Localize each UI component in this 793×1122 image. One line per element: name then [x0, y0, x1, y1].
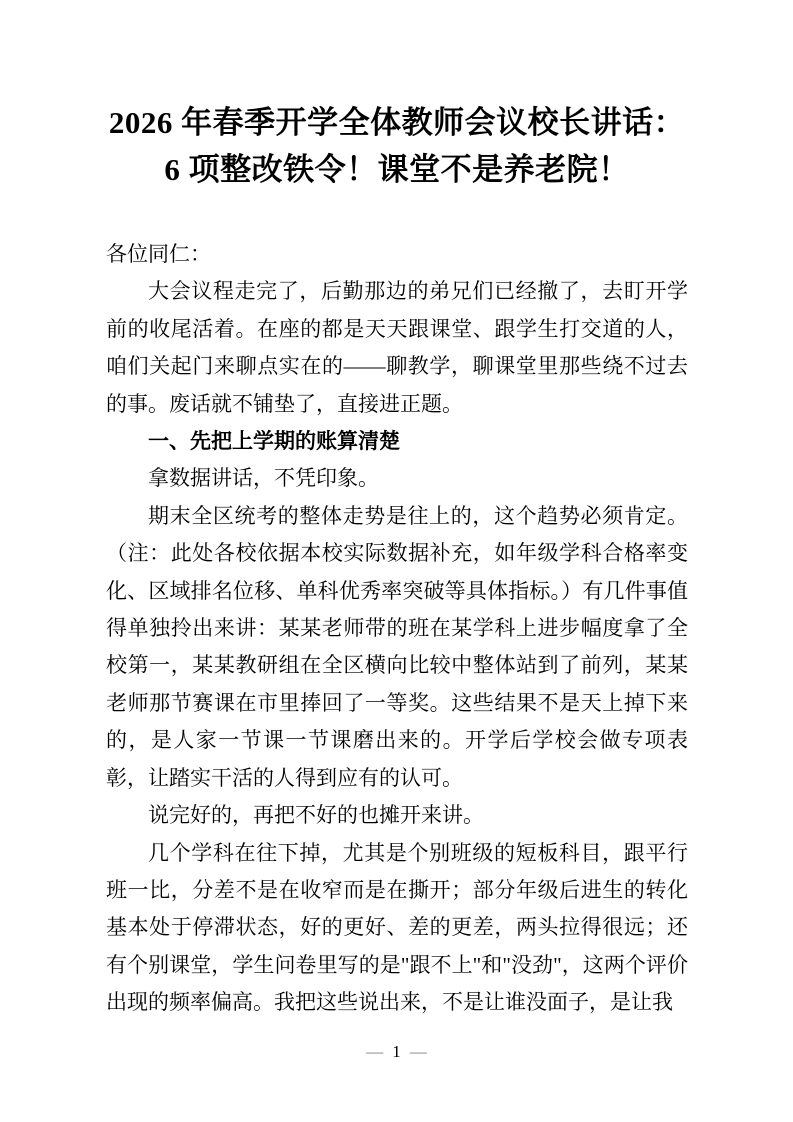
title-line-1: 2026 年春季开学全体教师会议校长讲话： [108, 105, 686, 140]
footer-left-dash: — [366, 1042, 384, 1061]
paragraph-transition: 说完好的，再把不好的也摊开来讲。 [148, 803, 484, 828]
paragraph-problems: 几个学科在往下掉，尤其是个别班级的短板科目，跟平行班一比，分差不是在收窄而是在撕开；部分年级后进生的转化基本处于停滞状态，好的更好、差的更差，两头拉得很远；还有个别课堂，学生问卷里写的是"跟不上"和"没劲"，这两个评价出现的频率偏高。我把这些说出来，不是让谁没面子，是让我 [106, 840, 688, 1015]
page-content [106, 0, 688, 1022]
paragraph-data-talk: 拿数据讲话，不凭印象。 [148, 466, 379, 491]
section-heading-1: 一、先把上学期的账算清楚 [148, 430, 400, 454]
title-line-2: 6 项整改铁令！课堂不是养老院！ [164, 152, 630, 187]
salutation: 各位同仁： [106, 242, 211, 266]
page-footer [0, 1042, 793, 1062]
footer-right-dash: — [409, 1042, 427, 1061]
page-number: 1 [392, 1042, 401, 1061]
paragraph-achievements: 期末全区统考的整体走势是往上的，这个趋势必须肯定。（注：此处各校依据本校实际数据补充，如年级学科合格率变化、区域排名位移、单科优秀率突破等具体指标。）有几件事值得单独拎出来讲：某某老师带的班在某学科上进步幅度拿了全校第一，某某教研组在全区横向比较中整体站到了前列，某某老师那节赛课在市里捧回了一等奖。这些结果不是天上掉下来的，是人家一节课一节课磨出来的。开学后学校会做专项表彰，让踏实干活的人得到应有的认可。 [106, 503, 688, 790]
document-body [106, 236, 688, 1022]
document-title [106, 99, 688, 193]
paragraph-opening: 大会议程走完了，后勤那边的弟兄们已经撤了，去盯开学前的收尾活着。在座的都是天天跟课堂、跟学生打交道的人，咱们关起门来聊点实在的——聊教学，聊课堂里那些绕不过去的事。废话就不铺垫了，直接进正题。 [106, 279, 688, 416]
